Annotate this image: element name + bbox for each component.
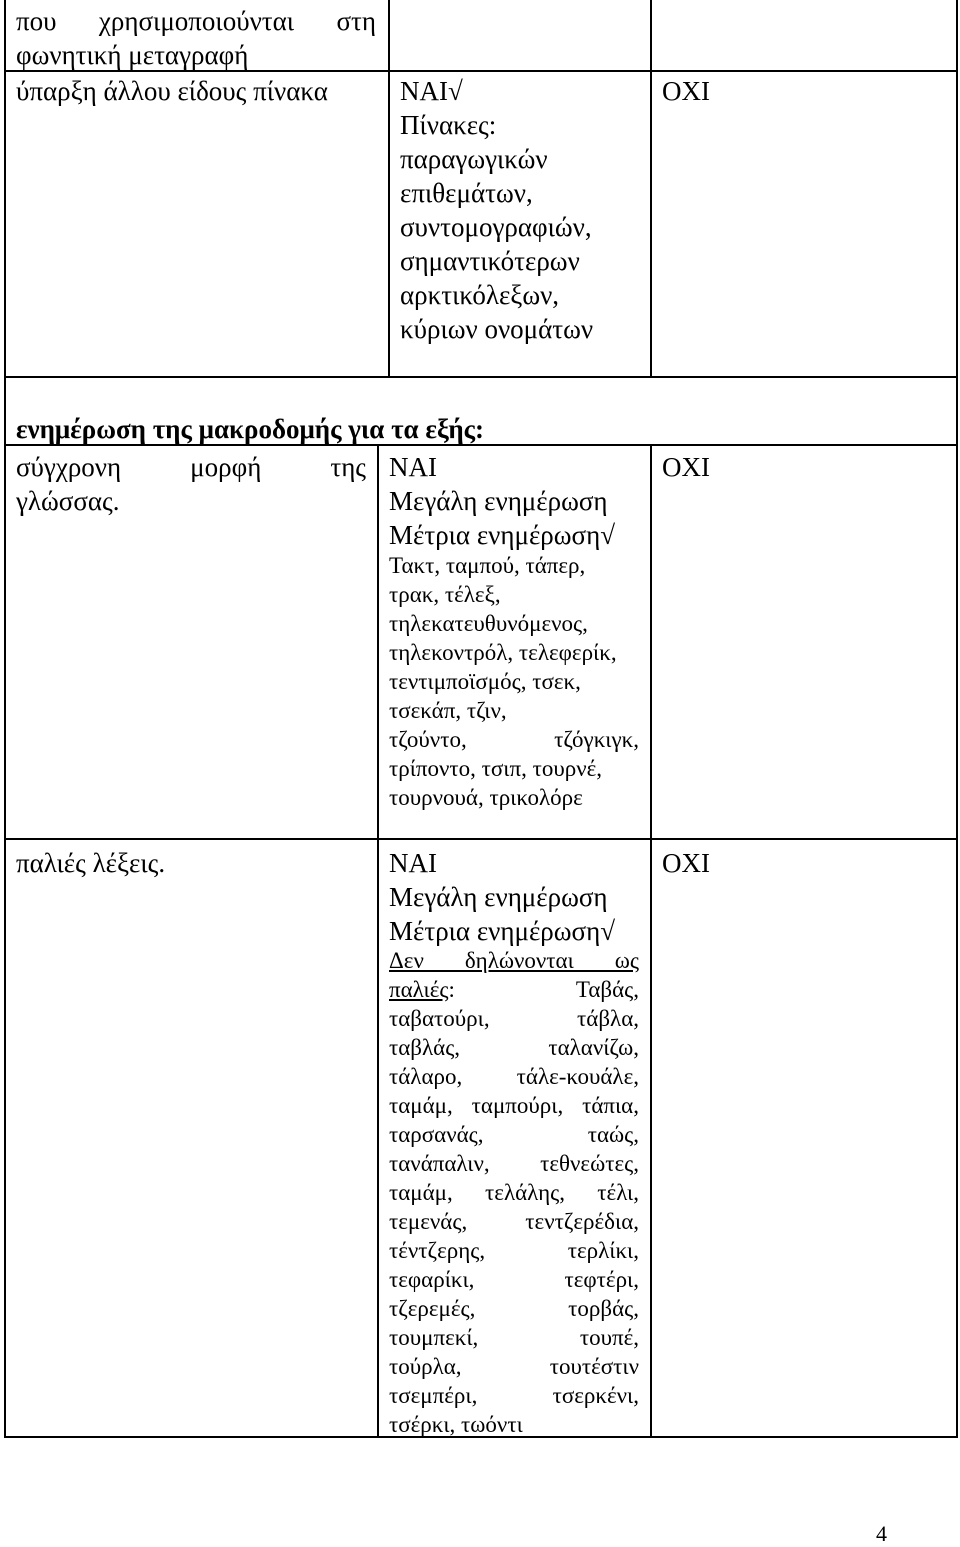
old-words-example-4: ταμάμ, ταμπούρι, τάπια,: [389, 1093, 639, 1118]
table2-col2-divider: [650, 444, 652, 1438]
old-words-answer-no: ΟΧΙ: [662, 848, 710, 878]
old-words-example-14: τσεμπέρι, τσερκένι,: [389, 1383, 639, 1408]
modern-form-example-6: τσεκάπ, τζιν,: [389, 698, 507, 723]
table1-col2-divider: [650, 0, 652, 378]
old-words-example-6: τανάπαλιν, τεθνεώτες,: [389, 1151, 639, 1176]
modern-form-example-5: τεντιμποϊσμός, τσεκ,: [389, 669, 581, 694]
other-table-answer-no: ΟΧΙ: [662, 76, 710, 106]
modern-form-example-7: τζούντο, τζόγκιγκ,: [389, 727, 639, 752]
table2-col1-divider: [377, 444, 379, 1438]
old-words-note-line1: Δεν δηλώνονται ως: [389, 948, 639, 973]
old-words-example-2: ταβλάς, ταλανίζω,: [389, 1035, 639, 1060]
other-table-detail-3: επιθεμάτων,: [400, 178, 533, 208]
table1-left-border: [4, 0, 6, 378]
phonetic-label-line1: που χρησιμοποιούνται στη: [16, 6, 376, 36]
old-words-label: παλιές λέξεις.: [16, 848, 166, 878]
old-words-note-rest: Ταβάς,: [575, 977, 639, 1002]
modern-form-example-4: τηλεκοντρόλ, τελεφερίκ,: [389, 640, 617, 665]
old-words-option-major: Μεγάλη ενημέρωση: [389, 882, 608, 912]
modern-form-option-major: Μεγάλη ενημέρωση: [389, 486, 608, 516]
modern-form-label-line1: σύγχρονη μορφή της: [16, 452, 366, 482]
other-table-detail-7: κύριων ονομάτων: [400, 314, 594, 344]
old-words-example-3: τάλαρο, τάλε-κουάλε,: [389, 1064, 639, 1089]
modern-form-example-2: τρακ, τέλεξ,: [389, 582, 501, 607]
table2-row-divider: [4, 838, 958, 840]
other-table-answer-yes: ΝΑΙ√: [400, 76, 463, 106]
other-table-detail-2: παραγωγικών: [400, 144, 548, 174]
old-words-example-5: ταρσανάς, ταώς,: [389, 1122, 639, 1147]
page-number: 4: [876, 1521, 887, 1546]
old-words-option-moderate: Μέτρια ενημέρωση√: [389, 916, 616, 946]
table2-left-border: [4, 378, 6, 1438]
table1-bottom-border: [4, 376, 958, 378]
old-words-example-12: τουμπεκί, τουπέ,: [389, 1325, 639, 1350]
modern-form-example-1: Τακτ, ταμπού, τάπερ,: [389, 553, 586, 578]
other-table-detail-5: σημαντικότερων: [400, 246, 580, 276]
old-words-example-13: τούρλα, τουτέστιν: [389, 1354, 639, 1379]
section-heading: ενημέρωση της μακροδομής για τα εξής:: [16, 414, 485, 444]
phonetic-label-line2: φωνητική μεταγραφή: [16, 40, 249, 70]
modern-form-example-3: τηλεκατευθυνόμενος,: [389, 611, 588, 636]
modern-form-example-8: τρίποντο, τσιπ, τουρνέ,: [389, 756, 603, 781]
old-words-note-line2: [389, 975, 639, 1005]
old-words-note-underlined: παλιές: [389, 977, 449, 1002]
old-words-example-11: τζερεμές, τορβάς,: [389, 1296, 639, 1321]
old-words-example-10: τεφαρίκι, τεφτέρι,: [389, 1267, 639, 1292]
other-table-detail-4: συντομογραφιών,: [400, 212, 592, 242]
modern-form-label-line2: γλώσσας.: [16, 486, 120, 516]
old-words-example-15: τσέρκι, τωόντι: [389, 1412, 523, 1437]
old-words-example-7: ταμάμ, τελάλης, τέλι,: [389, 1180, 639, 1205]
old-words-example-1: ταβατούρι, τάβλα,: [389, 1006, 639, 1031]
modern-form-option-moderate: Μέτρια ενημέρωση√: [389, 520, 616, 550]
old-words-example-9: τέντζερης, τερλίκι,: [389, 1238, 639, 1263]
old-words-answer-yes: ΝΑΙ: [389, 848, 437, 878]
table1-col1-divider: [388, 0, 390, 378]
modern-form-answer-no: ΟΧΙ: [662, 452, 710, 482]
other-table-label: ύπαρξη άλλου είδους πίνακα: [16, 76, 328, 106]
old-words-example-8: τεμενάς, τεντζερέδια,: [389, 1209, 639, 1234]
old-words-note-colon: :: [448, 977, 455, 1002]
modern-form-answer-yes: ΝΑΙ: [389, 452, 437, 482]
other-table-detail-6: αρκτικόλεξων,: [400, 280, 560, 310]
modern-form-example-9: τουρνουά, τρικολόρε: [389, 785, 583, 810]
other-table-detail-1: Πίνακες:: [400, 110, 497, 140]
table2-right-border: [956, 378, 958, 1438]
table1-right-border: [956, 0, 958, 378]
